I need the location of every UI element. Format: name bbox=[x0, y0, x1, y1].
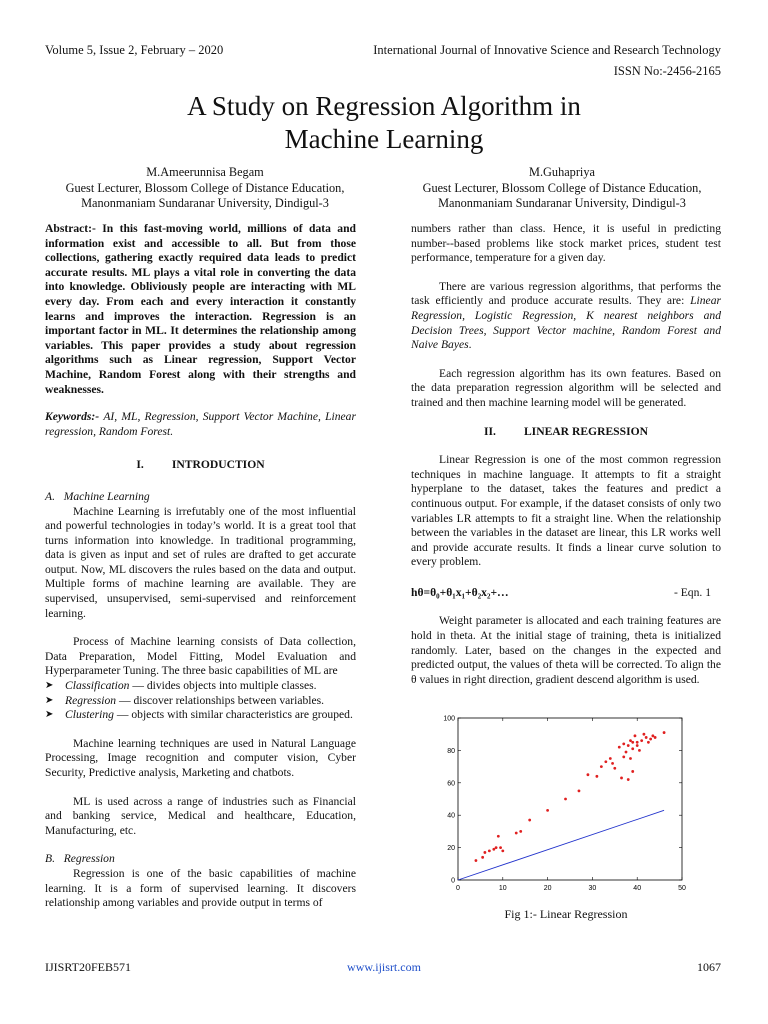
list-item bbox=[45, 708, 356, 723]
paragraph: Machine Learning is irrefutably one of the most influential and powerful technologies in today’s world. It is a great tool that turns information into knowledge. In traditional programming, data is given as input and set of rules are drafted to get accurate output. Now, ML discovers the rules based on the data and output. Multiple forms of machine learning are available. They are supervised, unsupervised, semi-supervised and reinforcement learning. bbox=[45, 504, 356, 620]
abstract-label: Abstract:- bbox=[45, 222, 96, 235]
keywords bbox=[45, 410, 356, 439]
data-point bbox=[634, 734, 637, 737]
data-point bbox=[620, 777, 623, 780]
y-tick-label: 100 bbox=[443, 715, 455, 723]
linear-regression-chart bbox=[430, 710, 690, 895]
section-number: II. bbox=[484, 424, 496, 438]
author-block-1 bbox=[45, 165, 365, 212]
list-item bbox=[45, 694, 356, 709]
y-tick-label: 60 bbox=[447, 780, 455, 788]
footer-article-id: IJISRT20FEB571 bbox=[45, 960, 131, 974]
author-affiliation: Guest Lecturer, Blossom College of Distance Education, bbox=[422, 180, 702, 195]
author-affiliation: Manonmaniam Sundaranar University, Dindigul-3 bbox=[81, 196, 329, 210]
data-point bbox=[497, 835, 500, 838]
y-tick-label: 20 bbox=[447, 845, 455, 853]
data-point bbox=[609, 757, 612, 760]
x-tick-label: 0 bbox=[456, 885, 460, 892]
keywords-text: AI, ML, Regression, Support Vector Machine, Linear regression, Random Forest. bbox=[45, 410, 356, 438]
data-point bbox=[640, 739, 643, 742]
data-point bbox=[636, 744, 639, 747]
data-point bbox=[625, 751, 628, 754]
x-tick-label: 10 bbox=[498, 885, 507, 892]
paper-title-line1: A Study on Regression Algorithm in bbox=[187, 91, 581, 121]
subsection-title: Machine Learning bbox=[63, 489, 150, 503]
list-item-term: Regression bbox=[65, 693, 117, 707]
arrow-bullet-icon: ➤ bbox=[45, 680, 54, 692]
paragraph: ML is used across a range of industries such as Financial and banking service, Medical and healthcare, Education, Manufacturing, etc. bbox=[45, 794, 356, 837]
data-point bbox=[631, 770, 634, 773]
paragraph: numbers rather than class. Hence, it is useful in predicting number--based problems like stock market prices, student test performance, temperature for a given day. bbox=[411, 222, 721, 265]
data-point bbox=[564, 798, 567, 801]
section-title: LINEAR REGRESSION bbox=[523, 424, 648, 438]
equation-line bbox=[411, 586, 721, 601]
data-point bbox=[475, 859, 478, 862]
section-number: I. bbox=[136, 458, 144, 472]
data-point bbox=[631, 741, 634, 744]
subsection-title: Regression bbox=[63, 852, 115, 866]
data-point bbox=[600, 765, 603, 768]
data-point bbox=[519, 830, 522, 833]
data-point bbox=[629, 739, 632, 742]
data-point bbox=[649, 738, 652, 741]
data-point bbox=[654, 736, 657, 739]
author-affiliation: Manonmaniam Sundaranar University, Dindigul-3 bbox=[438, 196, 686, 210]
paragraph: Regression is one of the basic capabilities of machine learning. It is a form of supervised learning. It discovers relationship among variables and provide output in terms of bbox=[45, 866, 356, 910]
section-heading-linear-regression bbox=[411, 425, 721, 440]
data-point bbox=[629, 757, 632, 760]
x-tick-label: 30 bbox=[588, 885, 597, 892]
data-point bbox=[611, 762, 614, 765]
paragraph: Machine learning techniques are used in Natural Language Processing, Image recognition and computer vision, Cyber Security, Predictive analysis, Marketing and chatbots. bbox=[45, 736, 356, 779]
data-point bbox=[499, 846, 502, 849]
data-point bbox=[595, 775, 598, 778]
chart-plot-area bbox=[443, 716, 686, 893]
data-point bbox=[647, 741, 650, 744]
x-tick-label: 50 bbox=[678, 885, 686, 892]
abstract bbox=[45, 222, 356, 397]
subsection-label: B. bbox=[45, 852, 55, 866]
data-point bbox=[651, 734, 654, 737]
list-item-term: Clustering bbox=[65, 708, 114, 722]
data-point bbox=[631, 747, 634, 750]
list-item-desc: — discover relationships between variables. bbox=[116, 693, 325, 707]
data-point bbox=[488, 849, 491, 852]
paragraph-end: . bbox=[468, 338, 472, 352]
y-tick-label: 40 bbox=[447, 812, 455, 820]
y-tick-label: 0 bbox=[451, 877, 455, 885]
data-point bbox=[643, 733, 646, 736]
data-point bbox=[618, 746, 621, 749]
data-point bbox=[663, 731, 666, 734]
abstract-text: In this fast-moving world, millions of data and information exist and accessible to all. But from those collections, gathering exactly required data leads to predict accurate results. ML plays a vital role in converting the data into knowledge. Obliviously people are interacting with ML every day. From each and every interaction it constantly learns and improves the interaction. Regression is an important factor in ML. It determines the relationship among variables. This paper provides a study about regression algorithms such as Linear regression, Support Vector Machine, Random Forest along with their strengths and weaknesses. bbox=[45, 222, 356, 396]
y-tick-label: 80 bbox=[447, 747, 455, 755]
subsection-label: A. bbox=[45, 489, 55, 503]
left-column bbox=[45, 222, 356, 911]
list-item-desc: — objects with similar characteristics are grouped. bbox=[113, 708, 353, 722]
data-point bbox=[645, 736, 648, 739]
x-tick-label: 20 bbox=[543, 885, 552, 892]
paragraph-text: There are various regression algorithms, that performs the task efficiently and produce accurate results. They are: bbox=[411, 279, 721, 308]
data-point bbox=[638, 749, 641, 752]
arrow-bullet-icon: ➤ bbox=[45, 709, 54, 721]
data-point bbox=[481, 856, 484, 859]
data-point bbox=[515, 832, 518, 835]
subsection-regression bbox=[45, 852, 356, 867]
author-name: M.Ameerunnisa Begam bbox=[146, 165, 264, 179]
author-affiliation: Guest Lecturer, Blossom College of Distance Education, bbox=[65, 180, 345, 195]
header-issn: ISSN No:-2456-2165 bbox=[613, 64, 721, 78]
paragraph: Linear Regression is one of the most common regression techniques in machine language. It attempts to fit a straight hyperplane to the dataset, takes the features and predict a continuous output. For example, if the dataset consists of only two variables LR attempts to fit a straight line. When the relationship between the variables in the dataset are linear, this LR works well and provide accurate results. It finds a linear curve solution to every problem. bbox=[411, 453, 721, 569]
data-point bbox=[627, 744, 630, 747]
list-item bbox=[45, 679, 356, 694]
x-tick-label: 40 bbox=[633, 885, 642, 892]
paragraph: Process of Machine learning consists of Data collection, Data Preparation, Model Fitting, Model Evaluation and Hyperparameter Tuning. The three basic capabilities of ML are bbox=[45, 635, 356, 678]
list-item-desc: — divides objects into multiple classes. bbox=[129, 679, 317, 693]
paper-title-line2: Machine Learning bbox=[284, 124, 484, 154]
arrow-bullet-icon: ➤ bbox=[45, 694, 54, 706]
header-volume: Volume 5, Issue 2, February – 2020 bbox=[45, 43, 224, 57]
subsection-machine-learning bbox=[45, 490, 356, 505]
header-journal: International Journal of Innovative Science and Research Technology bbox=[373, 43, 721, 57]
data-point bbox=[495, 846, 498, 849]
data-point bbox=[622, 755, 625, 758]
footer-website-link[interactable]: www.ijisrt.com bbox=[347, 960, 421, 974]
author-name: M.Guhapriya bbox=[529, 165, 595, 179]
list-item-term: Classification bbox=[65, 679, 130, 693]
data-point bbox=[587, 773, 590, 776]
data-point bbox=[528, 819, 531, 822]
data-point bbox=[613, 767, 616, 770]
paragraph bbox=[411, 280, 721, 353]
right-column bbox=[411, 222, 721, 687]
equation: hθ=θ₀+θ₁x₁+θ₂x₂+… bbox=[411, 585, 509, 599]
footer-page-number: 1067 bbox=[697, 960, 721, 974]
section-heading-introduction bbox=[45, 458, 356, 473]
equation-label: - Eqn. 1 bbox=[673, 585, 711, 599]
capabilities-list bbox=[45, 679, 356, 723]
paper-title bbox=[0, 90, 768, 156]
data-point bbox=[627, 778, 630, 781]
data-point bbox=[501, 849, 504, 852]
author-block-2 bbox=[402, 165, 722, 212]
paragraph: Weight parameter is allocated and each training features are hold in theta. At the initial stage of training, theta is initialized randomly. Later, based on the changes in the expected and predicted output, the values of theta will be corrected. To align the θ values in right direction, gradient descend algorithm is used. bbox=[411, 614, 721, 686]
data-point bbox=[492, 848, 495, 851]
regression-line bbox=[458, 810, 664, 880]
algorithm-list: Linear Regression, Logistic Regression, K nearest neighbors and Decision Trees, Support Vector machine, Random Forest and Naive Bayes bbox=[411, 294, 721, 352]
paragraph: Each regression algorithm has its own features. Based on the data preparation regression algorithm will be selected and trained and then machine learning model will be generated. bbox=[411, 366, 721, 409]
data-point bbox=[604, 760, 607, 763]
section-title: INTRODUCTION bbox=[171, 458, 265, 472]
data-point bbox=[578, 790, 581, 793]
data-point bbox=[483, 851, 486, 854]
figure-caption: Fig 1:- Linear Regression bbox=[504, 907, 628, 921]
data-point bbox=[636, 741, 639, 744]
data-point bbox=[546, 809, 549, 812]
data-point bbox=[622, 743, 625, 746]
keywords-label: Keywords:- bbox=[45, 410, 100, 424]
